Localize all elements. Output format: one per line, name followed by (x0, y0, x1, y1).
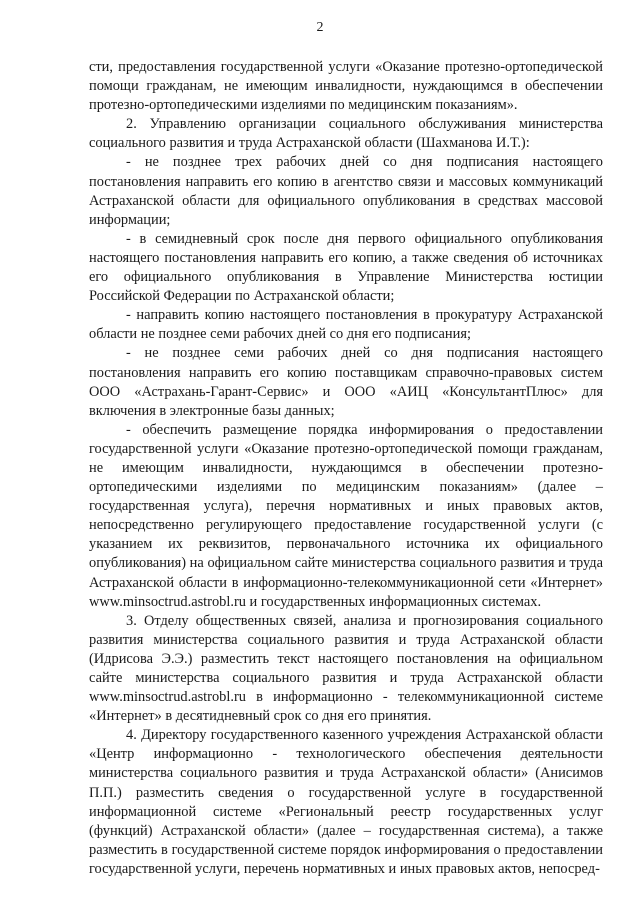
paragraph-subitem-publication: - не позднее трех рабочих дней со дня подписания настоящего постановления направить его копию в агентство связи и массовых коммуникаций Астраханской области для официального опубликования в средствах массовой информации; (89, 154, 603, 228)
paragraph-item-4: 4. Директору государственного казенного учреждения Астраханской области «Центр информационно - технологического обеспечения деятельности министерства социального развития и труда Астраханской области» (Анисимов П.П.) разместить сведения о государственной услуге в государственной информационной системе «Региональный реестр государственных услуг (функций) Астраханской области» (далее – государственная система), а также разместить в государственной системе порядок информирования о предоставлении государственной услуги, перечень нормативных и иных правовых актов, непосред- (89, 727, 603, 877)
document-body (89, 58, 603, 879)
paragraph-subitem-prosecutor: - направить копию настоящего постановления в прокуратуру Астраханской области не позднее семи рабочих дней со дня его подписания; (89, 307, 603, 343)
paragraph-item-3: 3. Отделу общественных связей, анализа и прогнозирования социального развития министерства социального развития и труда Астраханской области (Идрисова Э.Э.) разместить текст настоящего постановления на официальном сайте министерства социального развития и труда Астраханской области www.minsoctrud.astrobl.ru в информационно - телекоммуникационной системе «Интернет» в десятидневный срок со дня его принятия. (89, 612, 603, 725)
page-number: 2 (316, 20, 324, 35)
paragraph-subitem-website: - обеспечить размещение порядка информирования о предоставлении государственной услуги «Оказание протезно-ортопедической помощи гражданам, не имеющим инвалидности, нуждающимся в обеспечении протезно-ортопедическими изделиями по медицинским показаниям» (далее – государственная услуга), перечня нормативных и иных правовых актов, непосредственно регулирующего предоставление государственной услуги (с указанием их реквизитов, первоначального источника их официального опубликования) на официальном сайте министерства социального развития и труда Астраханской области в информационно-телекоммуникационной сети «Интернет» www.minsoctrud.astrobl.ru и государственных информационных системах. (89, 421, 603, 610)
paragraph-continuation: сти, предоставления государственной услуги «Оказание протезно-ортопедической помощи гражданам, не имеющим инвалидности, нуждающимся в обеспечении протезно-ортопедическими изделиями по медицинским показаниям». (89, 59, 603, 114)
paragraph-subitem-legal-systems: - не позднее семи рабочих дней со дня подписания настоящего постановления направить его копию поставщикам справочно-правовых систем ООО «Астрахань-Гарант-Сервис» и ООО «АИЦ «КонсультантПлюс» для включения в электронные базы данных; (89, 345, 603, 419)
paragraph-item-2: 2. Управлению организации социального обслуживания министерства социального развития и труда Астраханской области (Шахманова И.Т.): (89, 116, 603, 152)
paragraph-subitem-justice: - в семидневный срок после дня первого официального опубликования настоящего постановления направить его копию, а также сведения об источниках его официального опубликования в Управление Министерства юстиции Российской Федерации по Астраханской области; (89, 230, 603, 305)
